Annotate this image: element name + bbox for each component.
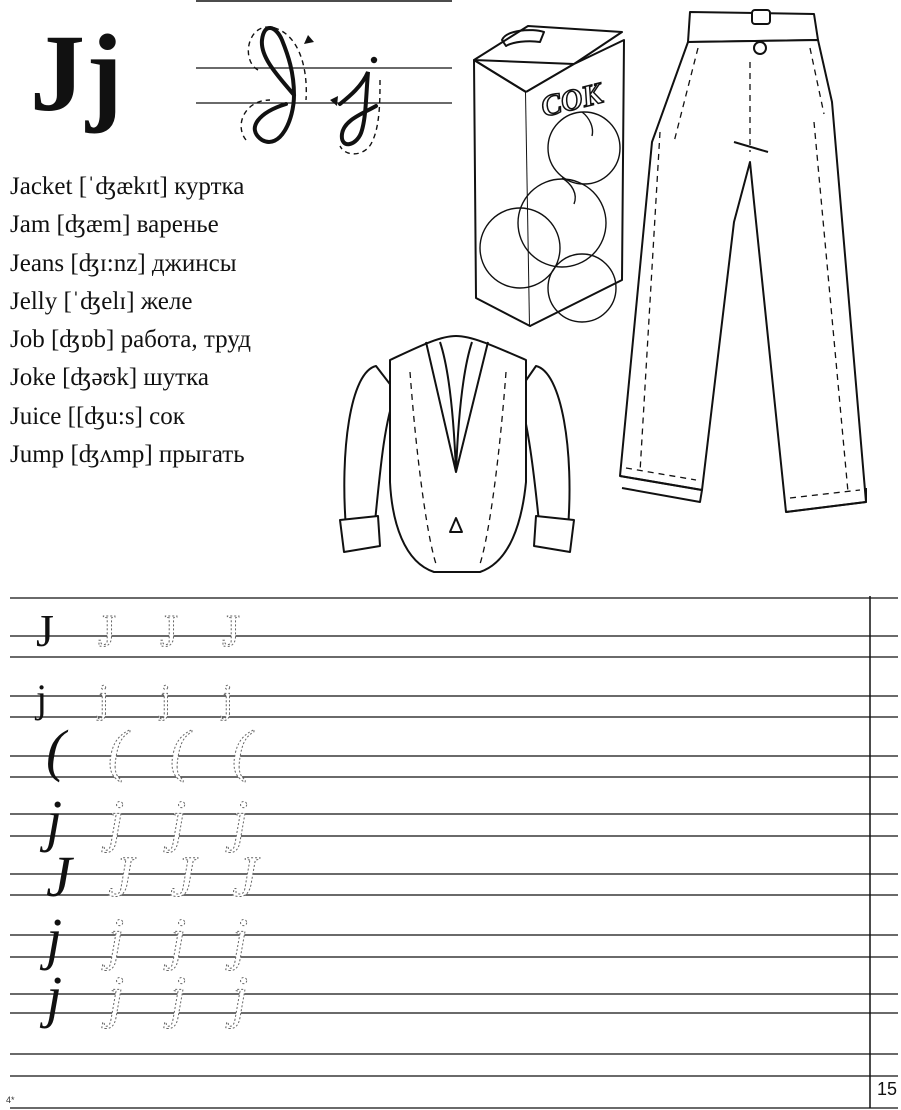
jacket-illustration xyxy=(330,332,590,578)
corner-mark: 4* xyxy=(6,1095,15,1105)
practice-glyph: ( xyxy=(170,718,190,783)
practice-glyph: j xyxy=(108,906,125,971)
practice-glyph: j xyxy=(232,906,249,971)
page-number: 15 xyxy=(877,1079,898,1099)
vocab-item: Juice [[ʤu:s] сок xyxy=(10,402,185,430)
cursive-small-j xyxy=(340,72,376,144)
jeans-illustration xyxy=(618,2,868,522)
juice-box-label: СОК xyxy=(537,76,606,124)
practice-glyph: J xyxy=(160,605,178,656)
practice-glyph: j xyxy=(46,906,63,971)
practice-glyph: J xyxy=(108,844,134,909)
practice-glyph: j xyxy=(98,676,110,721)
cursive-demo xyxy=(190,0,452,165)
practice-glyph: j xyxy=(46,788,63,853)
practice-glyph: j xyxy=(160,676,172,721)
practice-glyph: j xyxy=(222,676,234,721)
practice-glyph: j xyxy=(170,788,187,853)
practice-glyph: ( xyxy=(46,718,66,783)
practice-glyph: J xyxy=(36,605,54,656)
vocab-item: Jacket [ˈʤækɪt] куртка xyxy=(10,173,245,200)
practice-glyph: J xyxy=(46,844,72,909)
vocab-item: Jam [ʤæm] варенье xyxy=(10,211,219,239)
practice-glyph: j xyxy=(36,676,48,721)
cursive-capital-j xyxy=(255,28,294,142)
practice-glyph: j xyxy=(46,964,63,1029)
practice-glyph: J xyxy=(232,844,258,909)
practice-glyph: J xyxy=(170,844,196,909)
vocab-item: Jelly [ˈʤelɪ] желе xyxy=(10,287,193,315)
practice-glyph: j xyxy=(108,964,125,1029)
vocabulary-list xyxy=(10,168,330,474)
practice-glyph: J xyxy=(98,605,116,656)
practice-glyph: ( xyxy=(232,718,252,783)
vocab-item: Jeans [ʤɪ:nz] джинсы xyxy=(10,249,237,277)
practice-area xyxy=(0,580,901,1110)
practice-glyph: J xyxy=(222,605,240,656)
practice-glyph: j xyxy=(232,788,249,853)
practice-glyph: j xyxy=(232,964,249,1029)
practice-glyph: ( xyxy=(108,718,128,783)
vocab-item: Job [ʤɒb] работа, труд xyxy=(10,326,251,354)
vocab-item: Joke [ʤəʊk] шутка xyxy=(10,364,209,392)
juice-box-illustration xyxy=(462,18,632,330)
practice-glyph: j xyxy=(170,964,187,1029)
practice-glyph: j xyxy=(108,788,125,853)
vocab-item: Jump [ʤʌmp] прыгать xyxy=(10,441,245,469)
letter-heading: Jj xyxy=(30,12,124,134)
practice-glyph: j xyxy=(170,906,187,971)
